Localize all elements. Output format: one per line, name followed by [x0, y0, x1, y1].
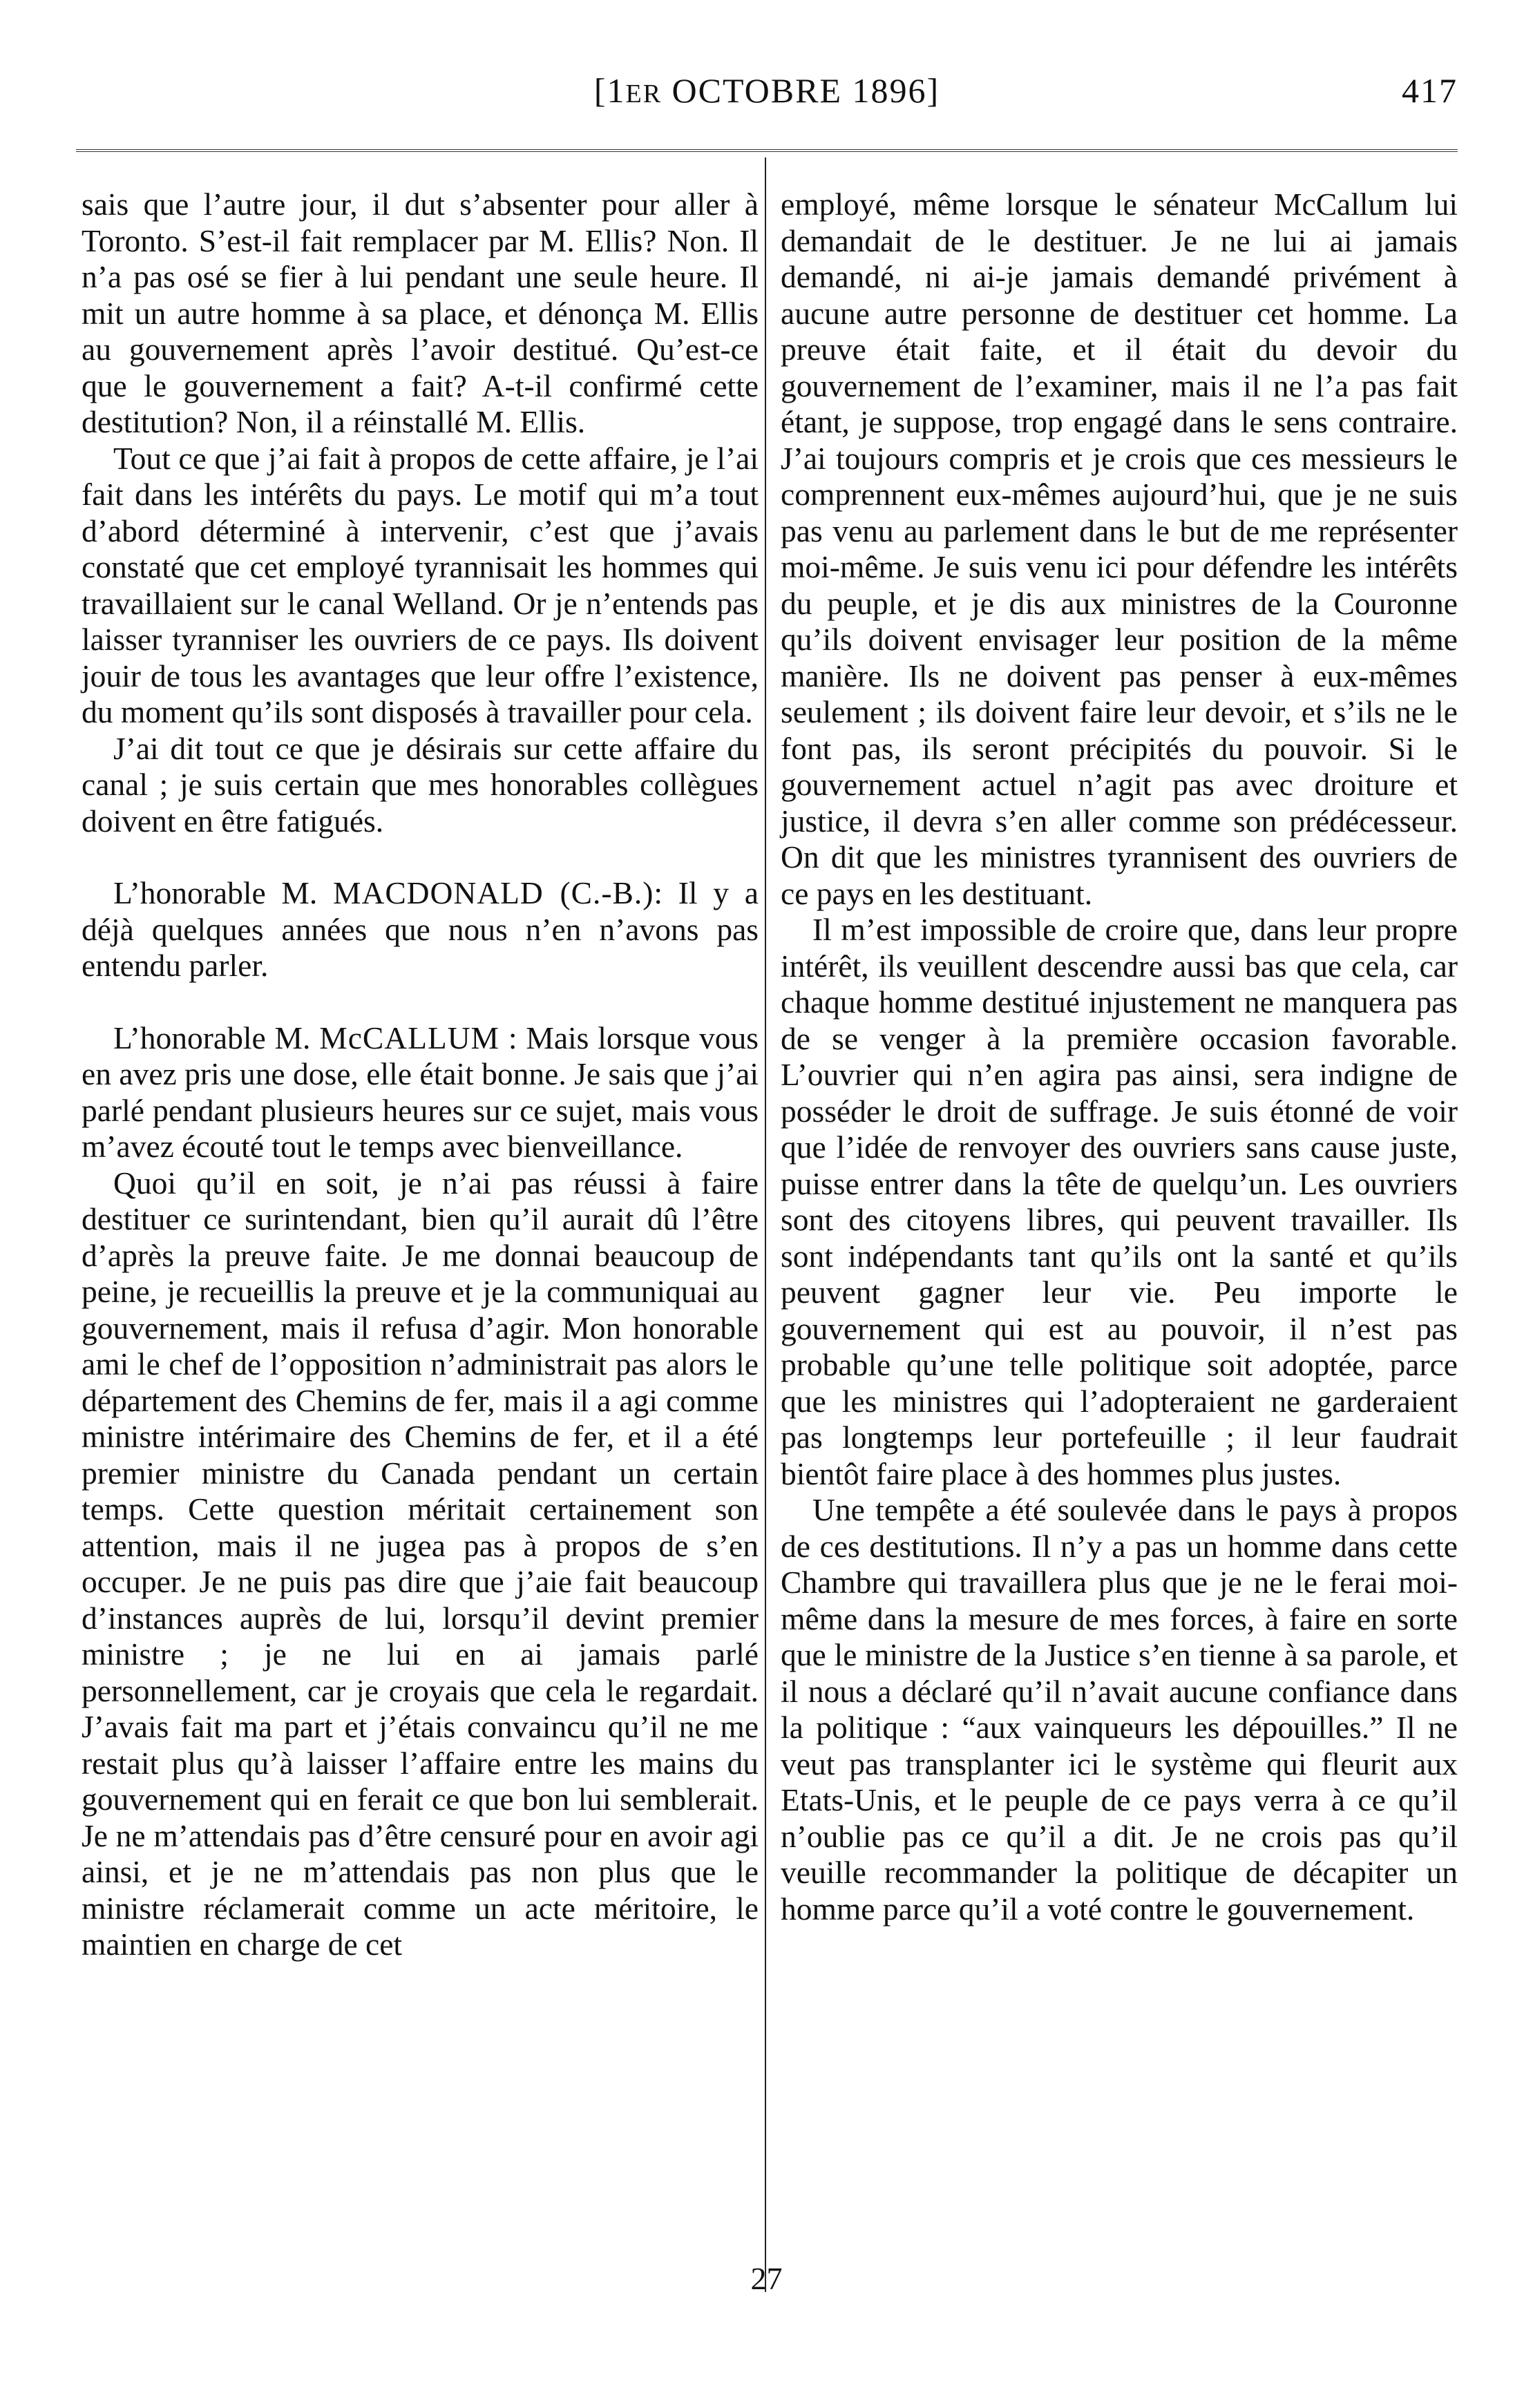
right-column	[781, 187, 1458, 1927]
column-divider	[765, 157, 766, 2292]
header-date: [1ER OCTOBRE 1896]	[593, 71, 940, 110]
paragraph: sais que l’autre jour, il dut s’absenter pour aller à Toronto. S’est-il fait remplacer par M. Ellis? Non. Il n’a pas osé se fier à lui pendant une seule heure. Il mit un autre homme à sa place, et dénonça M. Ellis au gouvernement après l’avoir destitué. Qu’est-ce que le gouvernement a fait? A-t-il confirmé cette destitution? Non, il a réinstallé M. Ellis.	[82, 187, 759, 439]
paragraph: Tout ce que j’ai fait à propos de cette affaire, je l’ai fait dans les intérêts du pays. Le motif qui m’a tout d’abord déterminé à intervenir, c’est que j’avais constaté que cet employé tyrannisait les hommes qui travaillaient sur le canal Welland. Or je n’entends pas laisser tyranniser les ouvriers de ce pays. Ils doivent jouir de tous les avantages que leur offre l’existence, du moment qu’ils sont disposés à travailler pour cela.	[82, 440, 759, 729]
left-column	[82, 187, 759, 1963]
signature-number: 27	[750, 2261, 783, 2296]
page-header	[76, 70, 1458, 119]
paragraph: J’ai dit tout ce que je désirais sur cette affaire du canal ; je suis certain que mes honorables collègues doivent en être fatigués.	[82, 730, 759, 839]
speaker-paragraph-macdonald: L’honorable M. MACDONALD (C.-B.): Il y a déjà quelques années que nous n’en n’avons pas entendu parler.	[82, 875, 759, 983]
paragraph: Il m’est impossible de croire que, dans leur propre intérêt, ils veuillent descendre aussi bas que cela, car chaque homme destitué injustement ne manquera pas de se venger à la première occasion favorable. L’ouvrier qui n’en agira pas ainsi, sera indigne de posséder le droit de suffrage. Je suis étonné de voir que l’idée de renvoyer des ouvriers sans cause juste, puisse entrer dans la tête de quelqu’un. Les ouvriers sont des citoyens libres, qui peuvent travailler. Ils sont indépendants tant qu’ils ont la santé et qu’ils peuvent gagner leur vie. Peu importe le gouvernement qui est au pouvoir, il n’est pas probable qu’une telle politique soit adoptée, parce que les ministres qui l’adopteraient ne garderaient pas longtemps leur portefeuille ; il leur faudrait bientôt faire place à des hommes plus justes.	[781, 912, 1458, 1491]
header-rule	[76, 149, 1458, 152]
page-number: 417	[1402, 71, 1458, 110]
paragraph: Quoi qu’il en soit, je n’ai pas réussi à faire destituer ce surintendant, bien qu’il aurait dû l’être d’après la preuve faite. Je me donnai beaucoup de peine, je recueillis la preuve et je la communiquai au gouvernement, mais il refusa d’agir. Mon honorable ami le chef de l’opposition n’administrait pas alors le département des Chemins de fer, mais il a agi comme ministre intérimaire des Chemins de fer, et il a été premier ministre du Canada pendant un certain temps. Cette question méritait certainement son attention, mais il ne jugea pas à propos de s’en occuper. Je ne puis pas dire que j’aie fait beaucoup d’instances auprès de lui, lorsqu’il devint premier ministre ; je ne lui en ai jamais parlé personnellement, car je croyais que cela le regardait. J’avais fait ma part et j’étais convaincu qu’il ne me restait plus qu’à laisser l’affaire entre les mains du gouvernement qui en ferait ce que bon lui semblerait. Je ne m’attendais pas d’être censuré pour en avoir agi ainsi, et je ne m’attendais pas non plus que le ministre réclamerait comme un acte méritoire, le maintien en charge de cet	[82, 1165, 759, 1962]
speaker-name: MACDONALD (C.-B.)	[333, 875, 654, 910]
speaker-paragraph-mccallum: L’honorable M. McCALLUM : Mais lorsque vous en avez pris une dose, elle était bonne. Je sais que j’ai parlé pendant plusieurs heures sur ce sujet, mais vous m’avez écouté tout le temps avec bienveillance.	[82, 1020, 759, 1164]
speaker-name: McCALLUM	[319, 1020, 500, 1055]
paragraph: Une tempête a été soulevée dans le pays à propos de ces destitutions. Il n’y a pas un homme dans cette Chambre qui travaillera plus que je ne le ferai moi-même dans la mesure de mes forces, à faire en sorte que le ministre de la Justice s’en tienne à sa parole, et il nous a déclaré qu’il n’avait aucune confiance dans la politique : “aux vainqueurs les dépouilles.” Il ne veut pas transplanter ici le système qui fleurit aux Etats-Unis, et le peuple de ce pays verra à ce qu’il n’oublie pas ce qu’il a dit. Je ne crois pas qu’il veuille recommander la politique de décapiter un homme parce qu’il a voté contre le gouvernement.	[781, 1492, 1458, 1927]
paragraph: employé, même lorsque le sénateur McCallum lui demandait de le destituer. Je ne lui ai jamais demandé, ni ai-je jamais demandé privément à aucune autre personne de destituer cet homme. La preuve était faite, et il était du devoir du gouvernement de l’examiner, mais il ne l’a pas fait étant, je suppose, trop engagé dans le sens contraire. J’ai toujours compris et je crois que ces messieurs le comprennent eux-mêmes aujourd’hui, que je ne suis pas venu au parlement dans le but de me représenter moi-même. Je suis venu ici pour défendre les intérêts du peuple, et je dis aux ministres de la Couronne qu’ils doivent envisager leur position de la même manière. Ils ne doivent pas penser à eux-mêmes seulement ; ils doivent faire leur devoir, et s’ils ne le font pas, ils seront précipités du pouvoir. Si le gouvernement actuel n’agit pas avec droiture et justice, il devra s’en aller comme son prédécesseur. On dit que les ministres tyrannisent des ouvriers de ce pays en les destituant.	[781, 187, 1458, 911]
